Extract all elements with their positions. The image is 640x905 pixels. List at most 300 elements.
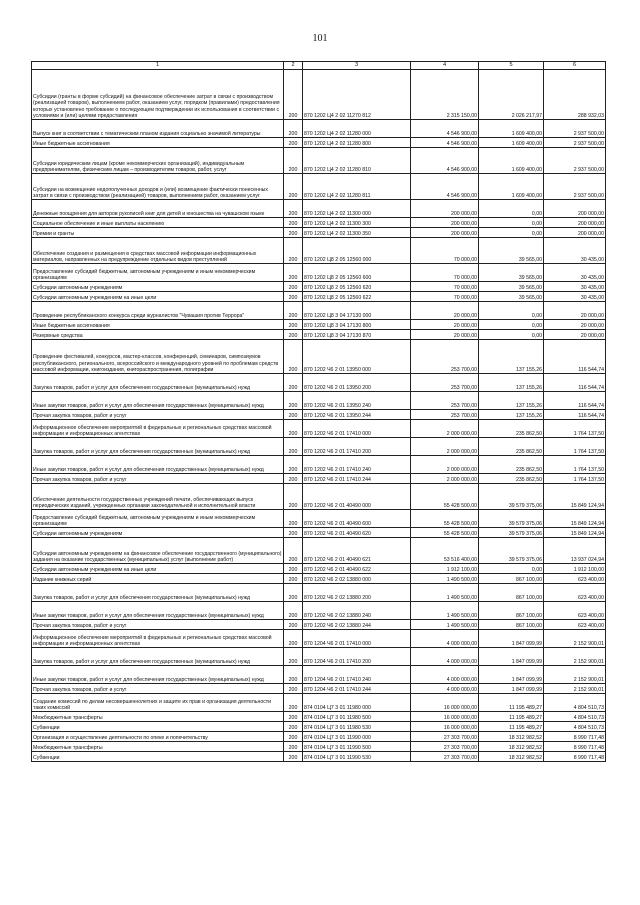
row-col2-cell: 200 — [284, 302, 303, 320]
table-row — [32, 238, 606, 264]
row-value2-cell: 0,00 — [479, 320, 544, 330]
row-value1-cell: 253 700,00 — [411, 340, 479, 374]
row-value1-cell: 70 000,00 — [411, 264, 479, 282]
row-value3-cell: 2 152 900,01 — [544, 630, 606, 648]
row-value2-cell: 867 100,00 — [479, 602, 544, 620]
row-code-cell: 870 1202 Ц8 3 04 17130 870 — [303, 330, 411, 340]
row-name-cell: Субсидии на возмещение недополученных доходов и (или) возмещение фактически понесенных затрат в связи с производством (реализацией) товаров, выполнением работ, оказанием услуг — [32, 174, 284, 200]
table-row — [32, 320, 606, 330]
row-code-cell: 874 0104 Ц7 3 01 11990 500 — [303, 742, 411, 752]
row-value2-cell: 137 155,26 — [479, 392, 544, 410]
row-value3-cell: 2 937 500,00 — [544, 148, 606, 174]
table-row — [32, 374, 606, 392]
row-name-cell: Премии и гранты — [32, 228, 284, 238]
row-value1-cell: 1 490 500,00 — [411, 574, 479, 584]
table-row — [32, 602, 606, 620]
page-number: 101 — [312, 33, 328, 44]
row-value3-cell: 1 764 137,50 — [544, 438, 606, 456]
row-col2-cell: 200 — [284, 684, 303, 694]
column-header: 5 — [479, 62, 544, 70]
table-row — [32, 584, 606, 602]
row-value1-cell: 4 000 000,00 — [411, 630, 479, 648]
row-code-cell: 870 1202 Ч6 2 01 13950 200 — [303, 374, 411, 392]
row-col2-cell: 200 — [284, 264, 303, 282]
row-value3-cell: 2 152 900,01 — [544, 684, 606, 694]
row-code-cell: 870 1202 Ц8 2 05 12560 622 — [303, 292, 411, 302]
row-value3-cell: 15 849 124,94 — [544, 510, 606, 528]
table-header-row — [32, 62, 606, 70]
row-value2-cell: 235 862,50 — [479, 456, 544, 474]
row-col2-cell: 200 — [284, 330, 303, 340]
table-row — [32, 510, 606, 528]
row-name-cell: Закупка товаров, работ и услуг для обеспечения государственных (муниципальных) нужд — [32, 648, 284, 666]
row-value1-cell: 1 490 500,00 — [411, 584, 479, 602]
row-name-cell: Субсидии (гранты в форме субсидий) на финансовое обеспечение затрат в связи с производством (реализацией товаров), выполнением работ, оказанием услуг, порядком (правилами) предоставления которых установлено требование о последующем подтверждении их использования в соответствии с условиями и (или) целями предоставления — [32, 70, 284, 120]
row-value1-cell: 1 490 500,00 — [411, 602, 479, 620]
table-row — [32, 148, 606, 174]
row-value2-cell: 235 862,50 — [479, 438, 544, 456]
row-name-cell: Информационное обеспечение мероприятий в федеральных и региональных средствах массовой информации и информационных агентствах — [32, 420, 284, 438]
row-col2-cell: 200 — [284, 474, 303, 484]
table-row — [32, 538, 606, 564]
row-col2-cell: 200 — [284, 200, 303, 218]
row-col2-cell: 200 — [284, 722, 303, 732]
row-value1-cell: 2 315 150,00 — [411, 70, 479, 120]
table-row — [32, 302, 606, 320]
row-name-cell: Проведение фестивалей, конкурсов, мастер-классов, конференций, семинаров, симпозиумов республиканского, регионального, всероссийского и международного уровней по проблемам средств массовой информации, книгоиздания, книгораспространения, полиграфии — [32, 340, 284, 374]
row-value1-cell: 70 000,00 — [411, 238, 479, 264]
row-value1-cell: 20 000,00 — [411, 320, 479, 330]
row-col2-cell: 200 — [284, 602, 303, 620]
row-value3-cell: 1 764 137,50 — [544, 456, 606, 474]
row-value2-cell: 235 862,50 — [479, 474, 544, 484]
row-value1-cell: 20 000,00 — [411, 302, 479, 320]
table-row — [32, 722, 606, 732]
row-name-cell: Иные закупки товаров, работ и услуг для обеспечения государственных (муниципальных) нужд — [32, 666, 284, 684]
row-name-cell: Проведение республиканского конкурса среди журналистов "Чувашия против Террора" — [32, 302, 284, 320]
row-name-cell: Субсидии автономным учреждениям — [32, 282, 284, 292]
row-value3-cell: 20 000,00 — [544, 330, 606, 340]
row-name-cell: Обеспечение создания и размещения в средствах массовой информации информационных материалов, направленных на предупреждение отдельных видов преступлений — [32, 238, 284, 264]
row-col2-cell: 200 — [284, 584, 303, 602]
row-value3-cell: 2 937 500,00 — [544, 174, 606, 200]
row-col2-cell: 200 — [284, 410, 303, 420]
row-name-cell: Межбюджетные трансферты — [32, 742, 284, 752]
column-header: 2 — [284, 62, 303, 70]
row-value2-cell: 1 847 099,99 — [479, 666, 544, 684]
table-row — [32, 264, 606, 282]
row-col2-cell: 200 — [284, 148, 303, 174]
row-col2-cell: 200 — [284, 666, 303, 684]
row-col2-cell: 200 — [284, 218, 303, 228]
row-value2-cell: 0,00 — [479, 200, 544, 218]
row-value3-cell: 20 000,00 — [544, 320, 606, 330]
table-row — [32, 456, 606, 474]
row-value3-cell: 116 544,74 — [544, 374, 606, 392]
row-value3-cell: 4 804 510,73 — [544, 694, 606, 712]
row-name-cell: Социальное обеспечение и иные выплаты населению — [32, 218, 284, 228]
row-name-cell: Закупка товаров, работ и услуг для обеспечения государственных (муниципальных) нужд — [32, 584, 284, 602]
row-code-cell: 874 0104 Ц7 3 01 11980 500 — [303, 712, 411, 722]
row-name-cell: Издание книжных серий — [32, 574, 284, 584]
row-code-cell: 870 1202 Ц8 2 05 12560 600 — [303, 264, 411, 282]
table-row — [32, 438, 606, 456]
row-code-cell: 870 1202 Ч6 2 02 13880 200 — [303, 584, 411, 602]
row-name-cell: Прочая закупка товаров, работ и услуг — [32, 620, 284, 630]
row-name-cell: Закупка товаров, работ и услуг для обеспечения государственных (муниципальных) нужд — [32, 438, 284, 456]
row-value1-cell: 200 000,00 — [411, 218, 479, 228]
row-value3-cell: 30 435,00 — [544, 264, 606, 282]
row-name-cell: Субсидии автономным учреждениям — [32, 528, 284, 538]
row-value3-cell: 116 544,74 — [544, 410, 606, 420]
row-value2-cell: 1 609 400,00 — [479, 174, 544, 200]
row-value3-cell: 200 000,00 — [544, 228, 606, 238]
row-value2-cell: 867 100,00 — [479, 620, 544, 630]
row-value2-cell: 11 195 489,27 — [479, 694, 544, 712]
row-code-cell: 874 0104 Ц7 3 01 11980 530 — [303, 722, 411, 732]
row-value1-cell: 53 516 400,00 — [411, 538, 479, 564]
row-code-cell: 870 1204 Ч6 2 01 17410 000 — [303, 630, 411, 648]
row-value1-cell: 55 428 500,00 — [411, 510, 479, 528]
row-value1-cell: 16 000 000,00 — [411, 722, 479, 732]
row-value1-cell: 253 700,00 — [411, 392, 479, 410]
row-col2-cell: 200 — [284, 574, 303, 584]
row-col2-cell: 200 — [284, 528, 303, 538]
table-row — [32, 712, 606, 722]
row-value3-cell: 13 937 024,94 — [544, 538, 606, 564]
row-value2-cell: 39 565,00 — [479, 238, 544, 264]
row-value2-cell: 1 847 099,99 — [479, 648, 544, 666]
row-code-cell: 870 1202 Ц4 2 02 11280 800 — [303, 138, 411, 148]
row-value2-cell: 11 195 489,27 — [479, 712, 544, 722]
row-code-cell: 874 0104 Ц7 3 01 11990 000 — [303, 732, 411, 742]
row-value3-cell: 1 764 137,50 — [544, 420, 606, 438]
row-col2-cell: 200 — [284, 292, 303, 302]
row-value2-cell: 11 195 489,27 — [479, 722, 544, 732]
table-row — [32, 392, 606, 410]
row-value3-cell: 30 435,00 — [544, 238, 606, 264]
row-col2-cell: 200 — [284, 120, 303, 138]
row-value2-cell: 1 609 400,00 — [479, 138, 544, 148]
row-code-cell: 874 0104 Ц7 3 01 11990 530 — [303, 752, 411, 762]
row-value3-cell: 15 849 124,94 — [544, 484, 606, 510]
row-name-cell: Иные бюджетные ассигнования — [32, 138, 284, 148]
row-name-cell: Субсидии автономным учреждениям на иные цели — [32, 564, 284, 574]
table-row — [32, 474, 606, 484]
row-value3-cell: 1 912 100,00 — [544, 564, 606, 574]
row-value1-cell: 2 000 000,00 — [411, 474, 479, 484]
column-header: 6 — [544, 62, 606, 70]
table-row — [32, 218, 606, 228]
row-code-cell: 870 1202 Ч6 2 01 40490 600 — [303, 510, 411, 528]
row-value3-cell: 8 990 717,48 — [544, 732, 606, 742]
row-value3-cell: 4 804 510,73 — [544, 722, 606, 732]
row-col2-cell: 200 — [284, 752, 303, 762]
row-value1-cell: 4 546 900,00 — [411, 138, 479, 148]
table-row — [32, 70, 606, 120]
table-row — [32, 666, 606, 684]
row-col2-cell: 200 — [284, 694, 303, 712]
row-name-cell: Субвенции — [32, 722, 284, 732]
row-name-cell: Выпуск книг в соответствии с тематическим планом издания социально значимой литературы — [32, 120, 284, 138]
table-row — [32, 174, 606, 200]
row-col2-cell: 200 — [284, 70, 303, 120]
row-name-cell: Субсидии автономным учреждениям на финансовое обеспечение государственного (муниципального) задания на оказание государственных (муниципальных) услуг (выполнение работ) — [32, 538, 284, 564]
row-value2-cell: 1 847 099,99 — [479, 630, 544, 648]
table-row — [32, 752, 606, 762]
row-value2-cell: 39 565,00 — [479, 282, 544, 292]
row-col2-cell: 200 — [284, 282, 303, 292]
row-value1-cell: 200 000,00 — [411, 200, 479, 218]
row-value2-cell: 39 565,00 — [479, 264, 544, 282]
row-code-cell: 870 1202 Ц8 3 04 17130 800 — [303, 320, 411, 330]
row-value3-cell: 2 937 500,00 — [544, 120, 606, 138]
row-col2-cell: 200 — [284, 392, 303, 410]
table-row — [32, 528, 606, 538]
row-code-cell: 870 1202 Ч6 2 02 13880 244 — [303, 620, 411, 630]
row-value3-cell: 623 400,00 — [544, 620, 606, 630]
row-name-cell: Денежные поощрения для авторов рукописей книг для детей и юношества на чувашском языке — [32, 200, 284, 218]
table-row — [32, 420, 606, 438]
row-code-cell: 870 1204 Ч6 2 01 17410 244 — [303, 684, 411, 694]
table-row — [32, 228, 606, 238]
row-code-cell: 874 0104 Ц7 3 01 11980 000 — [303, 694, 411, 712]
table-row — [32, 330, 606, 340]
row-code-cell: 870 1202 Ч6 2 02 13880 000 — [303, 574, 411, 584]
row-col2-cell: 200 — [284, 340, 303, 374]
table-row — [32, 138, 606, 148]
row-col2-cell: 200 — [284, 712, 303, 722]
table-row — [32, 732, 606, 742]
row-name-cell: Межбюджетные трансферты — [32, 712, 284, 722]
row-value1-cell: 55 428 500,00 — [411, 528, 479, 538]
row-value2-cell: 2 026 217,97 — [479, 70, 544, 120]
row-value2-cell: 137 155,26 — [479, 374, 544, 392]
row-value1-cell: 2 000 000,00 — [411, 420, 479, 438]
row-value3-cell: 2 152 900,01 — [544, 648, 606, 666]
row-value2-cell: 0,00 — [479, 330, 544, 340]
row-name-cell: Информационное обеспечение мероприятий в федеральных и региональных средствах массовой информации и информационных агентствах — [32, 630, 284, 648]
row-value3-cell: 15 849 124,94 — [544, 528, 606, 538]
row-value2-cell: 39 579 375,06 — [479, 510, 544, 528]
row-value3-cell: 4 804 510,73 — [544, 712, 606, 722]
table-row — [32, 340, 606, 374]
row-name-cell: Предоставление субсидий бюджетным, автономным учреждениям и иным некоммерческим организациям — [32, 264, 284, 282]
row-col2-cell: 200 — [284, 374, 303, 392]
row-code-cell: 870 1204 Ч6 2 01 17410 200 — [303, 648, 411, 666]
row-value2-cell: 39 579 375,06 — [479, 528, 544, 538]
row-code-cell: 870 1202 Ц4 2 02 11280 000 — [303, 120, 411, 138]
row-col2-cell: 200 — [284, 564, 303, 574]
row-col2-cell: 200 — [284, 620, 303, 630]
row-code-cell: 870 1202 Ч6 2 01 17410 244 — [303, 474, 411, 484]
row-name-cell: Субсидии автономным учреждениям на иные цели — [32, 292, 284, 302]
table-row — [32, 684, 606, 694]
row-col2-cell: 200 — [284, 438, 303, 456]
row-value1-cell: 2 000 000,00 — [411, 456, 479, 474]
row-value3-cell: 623 400,00 — [544, 584, 606, 602]
row-value3-cell: 200 000,00 — [544, 200, 606, 218]
table-row — [32, 630, 606, 648]
row-value3-cell: 1 764 137,50 — [544, 474, 606, 484]
row-value1-cell: 16 000 000,00 — [411, 712, 479, 722]
table-row — [32, 120, 606, 138]
row-name-cell: Закупка товаров, работ и услуг для обеспечения государственных (муниципальных) нужд — [32, 374, 284, 392]
column-header: 4 — [411, 62, 479, 70]
row-value1-cell: 16 000 000,00 — [411, 694, 479, 712]
row-value2-cell: 0,00 — [479, 564, 544, 574]
row-value3-cell: 116 544,74 — [544, 392, 606, 410]
row-code-cell: 870 1204 Ч6 2 01 17410 240 — [303, 666, 411, 684]
row-code-cell: 870 1202 Ч6 2 01 40490 620 — [303, 528, 411, 538]
row-name-cell: Предоставление субсидий бюджетным, автономным учреждениям и иным некоммерческим организациям — [32, 510, 284, 528]
row-code-cell: 870 1202 Ч6 2 01 40490 622 — [303, 564, 411, 574]
row-col2-cell: 200 — [284, 238, 303, 264]
row-value3-cell: 623 400,00 — [544, 602, 606, 620]
row-code-cell: 870 1202 Ч6 2 01 17410 200 — [303, 438, 411, 456]
row-value1-cell: 27 303 700,00 — [411, 732, 479, 742]
row-value1-cell: 4 546 900,00 — [411, 120, 479, 138]
table-row — [32, 574, 606, 584]
row-value1-cell: 2 000 000,00 — [411, 438, 479, 456]
row-value3-cell: 2 937 500,00 — [544, 138, 606, 148]
row-name-cell: Иные закупки товаров, работ и услуг для обеспечения государственных (муниципальных) нужд — [32, 602, 284, 620]
row-value1-cell: 70 000,00 — [411, 292, 479, 302]
row-col2-cell: 200 — [284, 228, 303, 238]
row-value1-cell: 4 000 000,00 — [411, 684, 479, 694]
row-value2-cell: 18 312 982,52 — [479, 732, 544, 742]
column-header: 1 — [32, 62, 284, 70]
row-code-cell: 870 1202 Ц8 2 05 12560 000 — [303, 238, 411, 264]
table-row — [32, 282, 606, 292]
row-value1-cell: 4 000 000,00 — [411, 648, 479, 666]
row-col2-cell: 200 — [284, 538, 303, 564]
row-value3-cell: 30 435,00 — [544, 292, 606, 302]
row-value3-cell: 623 400,00 — [544, 574, 606, 584]
row-code-cell: 870 1202 Ц4 2 02 11300 000 — [303, 200, 411, 218]
row-name-cell: Прочая закупка товаров, работ и услуг — [32, 410, 284, 420]
row-code-cell: 870 1202 Ч6 2 01 17410 240 — [303, 456, 411, 474]
row-name-cell: Иные бюджетные ассигнования — [32, 320, 284, 330]
table-row — [32, 620, 606, 630]
table-row — [32, 694, 606, 712]
row-name-cell: Создание комиссий по делам несовершеннолетних и защите их прав и организация деятельности таких комиссий — [32, 694, 284, 712]
column-header: 3 — [303, 62, 411, 70]
row-value1-cell: 253 700,00 — [411, 410, 479, 420]
row-name-cell: Резервные средства — [32, 330, 284, 340]
row-value1-cell: 4 000 000,00 — [411, 666, 479, 684]
row-value1-cell: 4 546 900,00 — [411, 148, 479, 174]
row-col2-cell: 200 — [284, 648, 303, 666]
row-name-cell: Иные закупки товаров, работ и услуг для обеспечения государственных (муниципальных) нужд — [32, 392, 284, 410]
row-value2-cell: 867 100,00 — [479, 574, 544, 584]
row-col2-cell: 200 — [284, 732, 303, 742]
row-code-cell: 870 1202 Ч6 2 01 13950 000 — [303, 340, 411, 374]
row-value3-cell: 20 000,00 — [544, 302, 606, 320]
table-row — [32, 484, 606, 510]
row-code-cell: 870 1202 Ц4 2 02 11300 300 — [303, 218, 411, 228]
row-value2-cell: 39 565,00 — [479, 292, 544, 302]
row-code-cell: 870 1202 Ч6 2 01 40490 621 — [303, 538, 411, 564]
row-value1-cell: 55 428 500,00 — [411, 484, 479, 510]
row-code-cell: 870 1202 Ц4 2 02 11300 350 — [303, 228, 411, 238]
row-code-cell: 870 1202 Ч6 2 02 13880 240 — [303, 602, 411, 620]
row-code-cell: 870 1202 Ц4 2 02 11280 811 — [303, 174, 411, 200]
row-col2-cell: 200 — [284, 320, 303, 330]
row-col2-cell: 200 — [284, 420, 303, 438]
row-value2-cell: 137 155,26 — [479, 340, 544, 374]
row-name-cell: Иные закупки товаров, работ и услуг для обеспечения государственных (муниципальных) нужд — [32, 456, 284, 474]
row-col2-cell: 200 — [284, 138, 303, 148]
table-row — [32, 200, 606, 218]
row-value2-cell: 39 579 375,06 — [479, 484, 544, 510]
row-col2-cell: 200 — [284, 510, 303, 528]
row-value3-cell: 116 544,74 — [544, 340, 606, 374]
row-value2-cell: 0,00 — [479, 228, 544, 238]
row-value3-cell: 288 932,03 — [544, 70, 606, 120]
row-value2-cell: 137 155,26 — [479, 410, 544, 420]
row-value2-cell: 1 847 099,99 — [479, 684, 544, 694]
budget-execution-table — [31, 61, 606, 762]
row-value2-cell: 235 862,50 — [479, 420, 544, 438]
row-value3-cell: 200 000,00 — [544, 218, 606, 228]
row-value3-cell: 8 990 717,48 — [544, 742, 606, 752]
row-value3-cell: 2 152 900,01 — [544, 666, 606, 684]
row-name-cell: Прочая закупка товаров, работ и услуг — [32, 684, 284, 694]
row-code-cell: 870 1202 Ч6 2 01 13950 240 — [303, 392, 411, 410]
row-value1-cell: 27 303 700,00 — [411, 742, 479, 752]
table-row — [32, 292, 606, 302]
row-value2-cell: 0,00 — [479, 218, 544, 228]
row-value2-cell: 18 312 982,52 — [479, 752, 544, 762]
row-value1-cell: 1 912 100,00 — [411, 564, 479, 574]
row-value3-cell: 30 435,00 — [544, 282, 606, 292]
row-value2-cell: 0,00 — [479, 302, 544, 320]
row-value2-cell: 1 609 400,00 — [479, 120, 544, 138]
row-col2-cell: 200 — [284, 742, 303, 752]
row-value2-cell: 867 100,00 — [479, 584, 544, 602]
table-row — [32, 742, 606, 752]
row-value3-cell: 8 990 717,48 — [544, 752, 606, 762]
row-name-cell: Субсидии юридическим лицам (кроме некоммерческих организаций), индивидуальным предпринимателям, физическим лицам – производителям товаров, работ, услуг — [32, 148, 284, 174]
row-code-cell: 870 1202 Ц4 2 02 11270 812 — [303, 70, 411, 120]
row-code-cell: 870 1202 Ч6 2 01 13950 244 — [303, 410, 411, 420]
row-code-cell: 870 1202 Ц4 2 02 11280 810 — [303, 148, 411, 174]
row-value1-cell: 20 000,00 — [411, 330, 479, 340]
row-code-cell: 870 1202 Ч6 2 01 40490 000 — [303, 484, 411, 510]
table-row — [32, 410, 606, 420]
row-col2-cell: 200 — [284, 630, 303, 648]
row-name-cell: Субвенции — [32, 752, 284, 762]
row-name-cell: Обеспечение деятельности государственных учреждений печати, обеспечивающих выпуск периодических изданий, учрежденных органами законодательной и исполнительной власти — [32, 484, 284, 510]
row-value2-cell: 18 312 982,52 — [479, 742, 544, 752]
table-row — [32, 648, 606, 666]
row-col2-cell: 200 — [284, 484, 303, 510]
row-value1-cell: 1 490 500,00 — [411, 620, 479, 630]
row-name-cell: Прочая закупка товаров, работ и услуг — [32, 474, 284, 484]
row-value1-cell: 27 303 700,00 — [411, 752, 479, 762]
row-value1-cell: 4 546 900,00 — [411, 174, 479, 200]
row-code-cell: 870 1202 Ц8 2 05 12560 620 — [303, 282, 411, 292]
row-value1-cell: 253 700,00 — [411, 374, 479, 392]
row-value1-cell: 200 000,00 — [411, 228, 479, 238]
row-value1-cell: 70 000,00 — [411, 282, 479, 292]
table-row — [32, 564, 606, 574]
row-col2-cell: 200 — [284, 174, 303, 200]
row-code-cell: 870 1202 Ч6 2 01 17410 000 — [303, 420, 411, 438]
row-value2-cell: 39 579 375,06 — [479, 538, 544, 564]
row-name-cell: Организация и осуществление деятельности по опеке и попечительству — [32, 732, 284, 742]
